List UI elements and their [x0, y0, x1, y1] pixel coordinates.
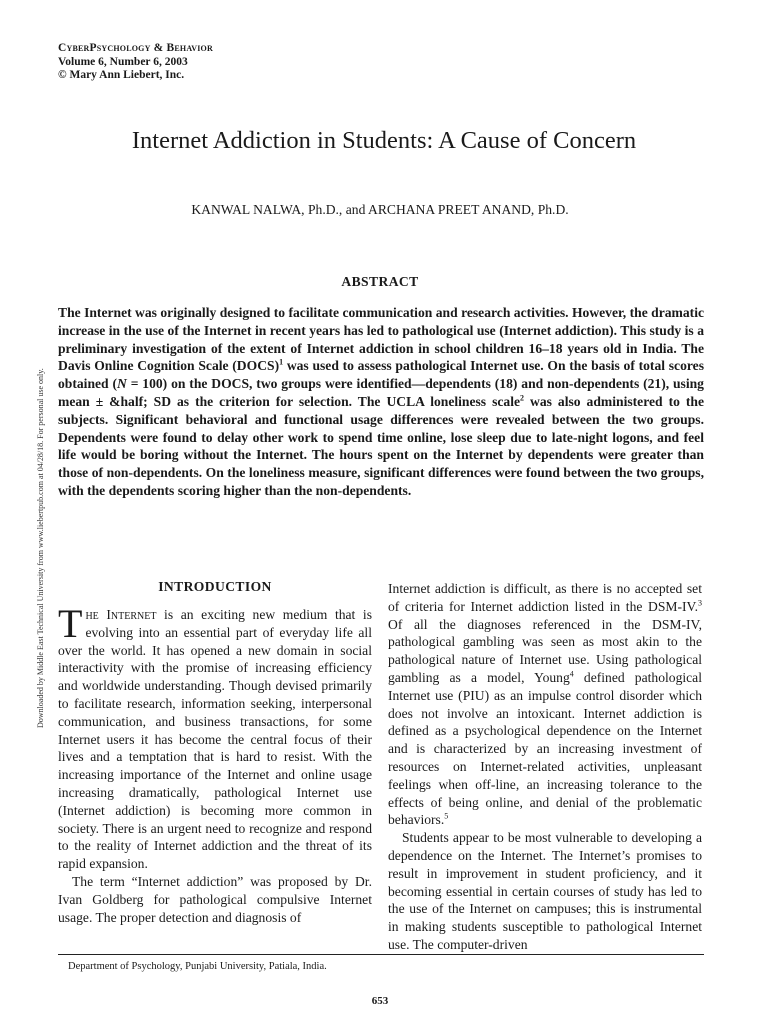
introduction-heading: INTRODUCTION — [158, 579, 272, 594]
page-number: 653 — [371, 995, 389, 1007]
journal-volume: Volume 6, Number 6, 2003 — [58, 55, 188, 68]
footnote-divider — [58, 954, 704, 955]
right-column — [388, 580, 702, 954]
abstract-heading: ABSTRACT — [341, 274, 419, 289]
reference-5[interactable]: 5 — [444, 811, 449, 821]
intro-paragraph-2: The term “Internet addiction” was proposed by Dr. Ivan Goldberg for pathological compulsive Internet usage. The proper detection and diagnosis of — [58, 873, 372, 925]
abstract-text: The Internet was originally designed to facilitate communication and research activities. However, the dramatic increase in the use of the Internet in recent years has led to pathological use (Internet addiction). This study is a preliminary investigation of the extent of Internet addiction in school children 16–18 years old in India. The Davis Online Cognition Scale (DOCS)$^1$ was used to assess pathological Internet use. On the basis of total scores obtained (N = 100) on the DOCS, two groups were identified—dependents (18) and non-dependents (21), using mean ± &half; SD as the criterion for selection. The UCLA loneliness scale$^2$ was also administered to the subjects. Significant behavioral and functional usage differences were revealed between the two groups. Dependents were found to delay other work to spend time online, lose sleep due to late-night logons, and feel life would be boring without the Internet. The hours spent on the Internet by dependents were greater than those of non-dependents. On the loneliness measure, significant differences were found between the two groups, with the dependents scoring higher than the non-dependents. — [58, 305, 704, 498]
journal-name: CyberPsychology & Behavior — [58, 42, 213, 54]
journal-copyright: © Mary Ann Liebert, Inc. — [58, 69, 185, 81]
author-list: KANWAL NALWA, Ph.D., and ARCHANA PREET ANAND, Ph.D. — [191, 202, 569, 217]
intro-paragraph-3: Internet addiction is difficult, as there is no accepted set of criteria for Internet addiction listed in the DSM-IV.$^3$ Of all the diagnoses referenced in the DSM-IV, pathological gambling was seen as most akin to the pathological nature of Internet use. Using pathological gambling as a model, Young$^4$ defined pathological Internet use (PIU) as an impulse control disorder which does not involve an intoxicant. Internet addiction is defined as a psychological dependence on the Internet and is characterized by an increasing investment of resources on Internet-related activities, unpleasant feelings when off-line, an increasing tolerance to the effects of being online, and denial of the problematic behaviors.$^5$ — [388, 581, 702, 828]
reference-4[interactable]: 4 — [569, 669, 574, 679]
left-column — [58, 578, 372, 926]
reference-3[interactable]: 3 — [698, 598, 702, 608]
reference-1[interactable]: 1 — [279, 357, 284, 367]
intro-paragraph-1: The Internet is an exciting new medium that is evolving into an essential part of everyday life all over the world. It has opened a new domain in social interactivity with the promise of increasing efficiency and worldwide understanding. Though devised primarily to facilitate research, information seeking, interpersonal communication, and business transactions, for some Internet users it has become the central focus of their lives and a temptation that is hard to resist. With the increasing importance of the Internet and online usage increasing dramatically, pathological Internet use (Internet addiction) is becoming more common in society. There is an urgent need to recognize and respond to the reality of Internet addiction and the threat of its rapid expansion. — [58, 601, 372, 872]
intro-paragraph-4: Students appear to be most vulnerable to developing a dependence on the Internet. The Internet’s promises to result in improvement in student proficiency, and it becoming essential in certain courses of study has led to the use of the Internet on campuses; this is instrumental in making students susceptible to pathological Internet use. The computer-driven — [388, 830, 702, 952]
reference-2[interactable]: 2 — [520, 393, 525, 403]
paper-title: Internet Addiction in Students: A Cause of Concern — [131, 127, 637, 154]
affiliation-footnote: Department of Psychology, Punjabi University, Patiala, India. — [68, 961, 327, 972]
download-watermark: Downloaded by Middle East Technical University from www.liebertpub.com at 04/28/18. For personal use only. — [36, 368, 45, 728]
journal-header — [58, 42, 213, 83]
drop-cap: T — [58, 601, 83, 646]
